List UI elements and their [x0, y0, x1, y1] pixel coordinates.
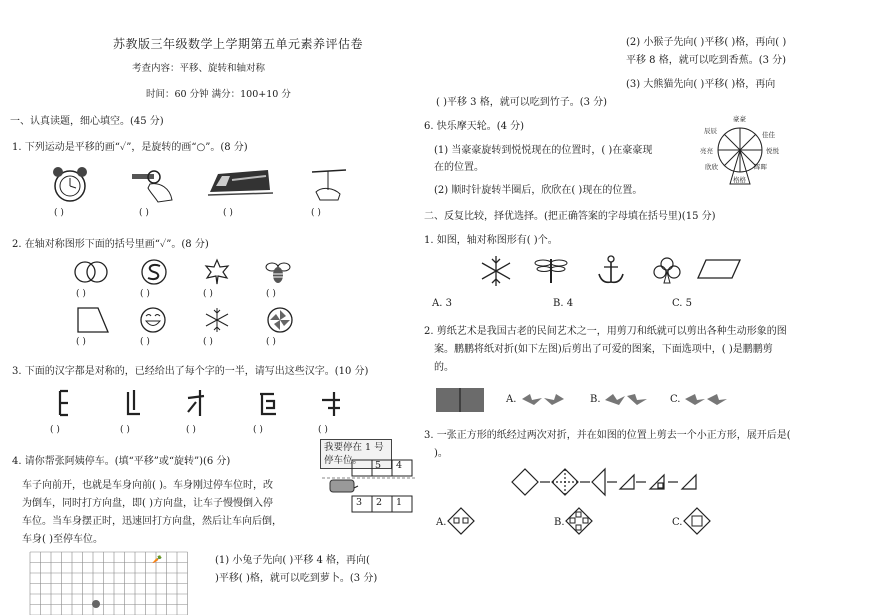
alarm-clock-icon — [50, 164, 90, 204]
wheel-name: 辰辰 — [704, 127, 717, 135]
mq2-text: 案。鹏鹏将纸对折(如下左图)后剪出了可爱的图案，下面选项中，( )是鹏鹏剪 — [434, 344, 773, 355]
mq2-text: 的。 — [434, 362, 454, 373]
q5-part2: (2) 小猴子先向( )平移( )格，再向( ) — [626, 37, 787, 48]
unfolded-square-c-icon — [682, 506, 712, 536]
q2-answer-paren[interactable]: ( ) — [140, 337, 150, 347]
q3-answer-paren[interactable]: ( ) — [120, 425, 130, 435]
q3-answer-paren[interactable]: ( ) — [318, 425, 328, 435]
paper-cut-birds-icon — [683, 390, 729, 408]
wheel-name: 悦悦 — [766, 147, 779, 155]
unfolded-square-b-icon — [564, 506, 594, 536]
mq1-option-a[interactable]: A. 3 — [432, 298, 452, 309]
q4-para: 车位。当车身摆正时，迅速回打方向盘，然后让车向后倒， — [22, 516, 282, 527]
mq3-text: 3. 一张正方形的纸经过两次对折，并在如图的位置上剪去一个小正方形，展开后是( — [424, 430, 791, 441]
wheel-name: 佳佳 — [762, 131, 775, 139]
q5-part2: 平移 8 格，就可以吃到香蕉。(3 分) — [626, 55, 787, 66]
exam-scope: 考查内容：平移、旋转和轴对称 — [132, 63, 266, 74]
q2-answer-paren[interactable]: ( ) — [203, 289, 213, 299]
mq1-text: 1. 如图，轴对称图形有( )个。 — [424, 235, 558, 246]
q3-answer-paren[interactable]: ( ) — [50, 425, 60, 435]
slot-number: 2 — [376, 497, 383, 508]
slot-number: 1 — [396, 497, 403, 508]
anchor-icon — [596, 254, 626, 286]
q5-part3: (3) 大熊猫先向( )平移( )格，再向 — [626, 79, 776, 90]
exam-time: 时间：60 分钟 满分：100+10 分 — [146, 89, 291, 100]
snowflake-icon — [478, 254, 514, 288]
slot-number: 3 — [356, 497, 363, 508]
svg-text:🥕: 🥕 — [152, 555, 162, 564]
q3-answer-paren[interactable]: ( ) — [186, 425, 196, 435]
q1-answer-paren[interactable]: ( ) — [311, 208, 321, 218]
q3-answer-paren[interactable]: ( ) — [253, 425, 263, 435]
q1-answer-paren[interactable]: ( ) — [223, 208, 233, 218]
club-icon — [653, 256, 681, 284]
folded-paper-icon — [436, 388, 484, 412]
q2-answer-paren[interactable]: ( ) — [76, 289, 86, 299]
mq3-text: )。 — [434, 448, 448, 459]
mq1-option-c[interactable]: C. 5 — [672, 298, 693, 309]
q4-text: 4. 请你帮张阿姨停车。(填“平移”或“旋转”)(6 分) — [12, 456, 231, 467]
maple-leaf-icon — [204, 258, 230, 286]
q2-answer-paren[interactable]: ( ) — [266, 337, 276, 347]
folding-sequence-diagram — [510, 467, 710, 497]
dragonfly-icon — [534, 255, 568, 285]
q4-para: 为倒车，同时打方向盘，即( )方向盘，让车子慢慢倒入停 — [22, 498, 273, 509]
speech-bubble-line: 我要停在 1 号 — [324, 442, 384, 453]
bee-icon — [264, 258, 292, 286]
section2-heading: 二、反复比较，择优选择。(把正确答案的字母填在括号里)(15 分) — [424, 211, 716, 222]
slot-number: 5 — [375, 460, 382, 471]
q6-text: 6. 快乐摩天轮。(4 分) — [424, 121, 525, 132]
wheel-name: 亮亮 — [700, 147, 713, 155]
page-title: 苏教版三年级数学上学期第五单元素养评估卷 — [113, 37, 364, 51]
bamboo-copter-icon — [308, 166, 348, 202]
section1-heading: 一、认真读题，细心填空。(45 分) — [10, 116, 164, 127]
half-characters — [50, 388, 370, 418]
wheel-name: 豪豪 — [733, 115, 746, 123]
mq2-option-a[interactable]: A. — [506, 394, 517, 405]
mq1-option-b[interactable]: B. 4 — [553, 298, 574, 309]
q5-grid — [30, 552, 190, 615]
mq3-option-a[interactable]: A. — [436, 517, 447, 528]
q3-text: 3. 下面的汉字都是对称的，已经给出了每个字的一半，请写出这些汉字。(10 分) — [12, 366, 369, 377]
trapezoid-icon — [76, 306, 110, 334]
unfolded-square-a-icon — [446, 506, 476, 536]
q1-answer-paren[interactable]: ( ) — [139, 208, 149, 218]
q6-line: (1) 当豪豪旋转到悦悦现在的位置时，( )在豪豪现 — [434, 145, 653, 156]
wheel-name: 晖晖 — [754, 163, 767, 171]
mq2-option-b[interactable]: B. — [590, 394, 601, 405]
wheel-name: 欣欣 — [705, 163, 718, 171]
pinwheel-icon — [266, 306, 294, 334]
smiley-face-icon — [139, 306, 167, 334]
s-swirl-icon — [140, 258, 168, 286]
q2-answer-paren[interactable]: ( ) — [76, 337, 86, 347]
q1-text: 1. 下列运动是平移的画“✓”，是旋转的画“○”。(8 分) — [12, 142, 248, 153]
q2-text: 2. 在轴对称图形下面的括号里画“✓”。(8 分) — [12, 239, 209, 250]
parallelogram-icon — [696, 258, 742, 280]
train-icon — [208, 166, 273, 198]
mq2-text: 2. 剪纸艺术是我国古老的民间艺术之一，用剪刀和纸就可以剪出各种生动形象的图 — [424, 326, 787, 337]
q4-para: 车身( )至停车位。 — [22, 534, 103, 545]
interlocking-rings-icon — [74, 260, 110, 284]
q1-answer-paren[interactable]: ( ) — [54, 208, 64, 218]
paper-cut-birds-icon — [603, 390, 649, 408]
q5-part1: (1) 小兔子先向( )平移 4 格，再向( — [215, 555, 370, 566]
q5-part3: ( )平移 3 格，就可以吃到竹子。(3 分) — [436, 97, 608, 108]
q5-part1: )平移( )格，就可以吃到萝卜。(3 分) — [215, 573, 378, 584]
mq2-option-c[interactable]: C. — [670, 394, 681, 405]
q2-answer-paren[interactable]: ( ) — [266, 289, 276, 299]
mq3-option-b[interactable]: B. — [554, 517, 565, 528]
q2-answer-paren[interactable]: ( ) — [140, 289, 150, 299]
q2-answer-paren[interactable]: ( ) — [203, 337, 213, 347]
snowflake-icon — [204, 306, 230, 334]
speech-bubble-line: 停车位。 — [324, 455, 363, 466]
q6-line: 在的位置。 — [434, 162, 484, 173]
paper-cut-birds-icon — [520, 390, 566, 408]
key-turning-hand-icon — [130, 166, 175, 204]
slot-number: 4 — [396, 460, 403, 471]
mq3-option-c[interactable]: C. — [672, 517, 683, 528]
wheel-name: 格格 — [733, 176, 746, 184]
q4-para: 车子向前开，也就是车身向前( )。车身刚过停车位时，改 — [22, 480, 273, 491]
q6-line: (2) 顺时针旋转半圈后，欣欣在( )现在的位置。 — [434, 185, 643, 196]
